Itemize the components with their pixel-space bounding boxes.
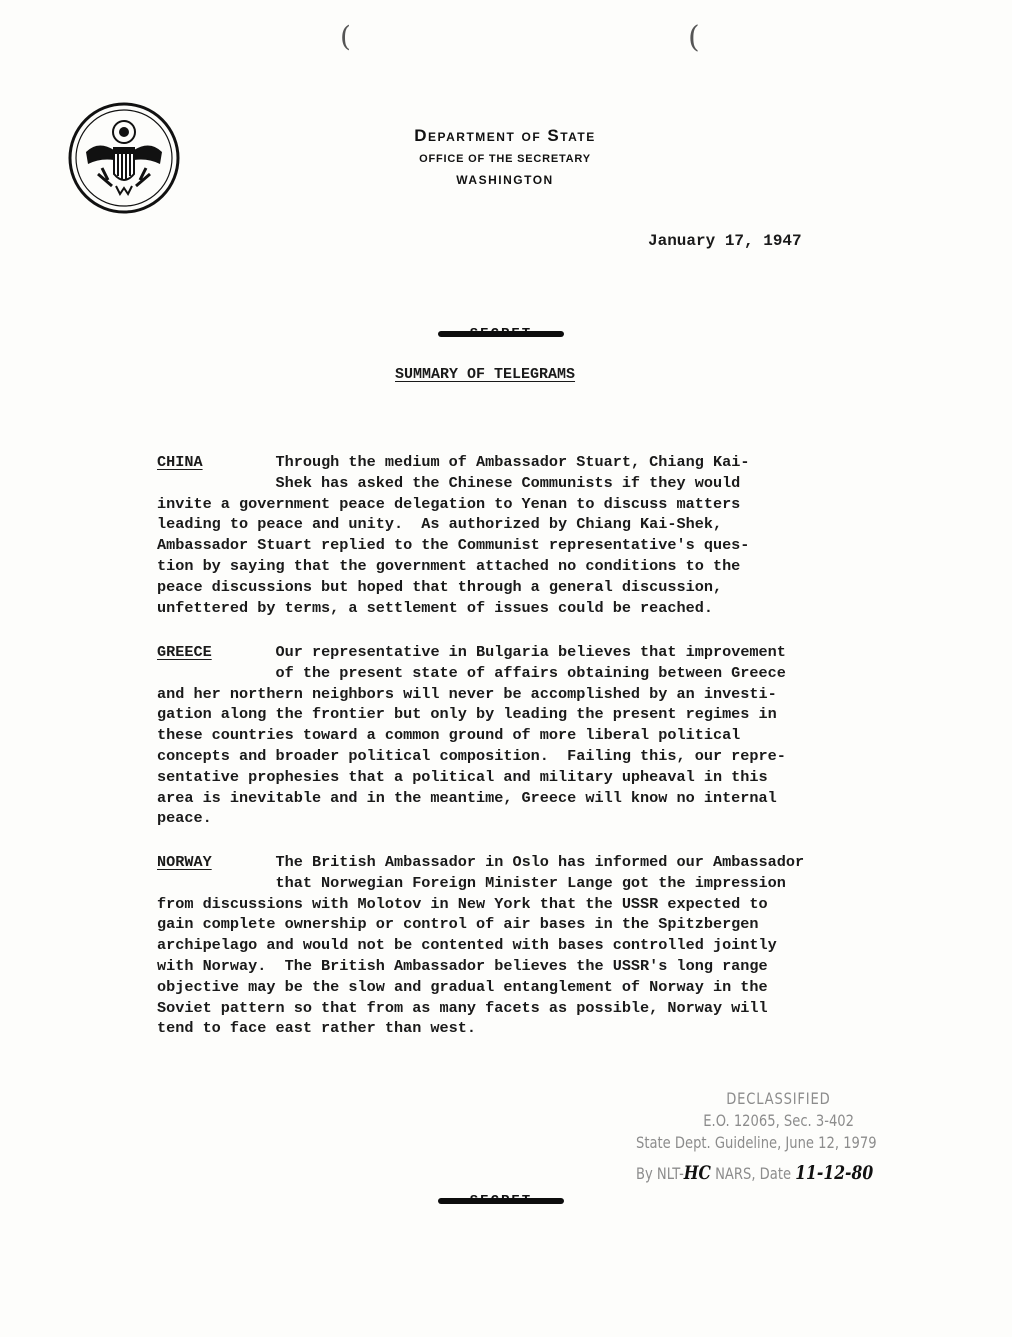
section-line: of the present state of affairs obtaining between Greece [275, 663, 786, 682]
section-line: that Norwegian Foreign Minister Lange got the impression [275, 873, 786, 892]
section-line: leading to peace and unity. As authorized by Chiang Kai-Shek, [157, 515, 723, 534]
section-line: sentative prophesies that a political and military upheaval in this [157, 767, 768, 786]
stamp-line: E.O. 12065, Sec. 3-402 [703, 1111, 854, 1130]
section-line: Ambassador Stuart replied to the Communist representative's ques- [157, 536, 750, 555]
section-line: gation along the frontier but only by leading the present regimes in [157, 705, 777, 724]
section-line: CHINA Through the medium of Ambassador Stuart, Chiang Kai- [157, 453, 750, 471]
declassification-stamp [636, 1088, 907, 1185]
section-line: area is inevitable and in the meantime, Greece will know no internal [157, 788, 777, 807]
stamp-line: DECLASSIFIED [726, 1089, 831, 1108]
section-line: archipelago and would not be contented with bases controlled jointly [157, 936, 777, 955]
handwritten-date: 11-12-80 [795, 1162, 874, 1184]
letterhead [320, 124, 690, 190]
section-china [157, 452, 877, 618]
section-line: tend to face east rather than west. [157, 1019, 476, 1038]
strikethrough-mark [438, 1198, 564, 1204]
handwritten-initials: HC [683, 1162, 711, 1184]
classification-top [438, 326, 564, 342]
letterhead-city: WASHINGTON [456, 173, 554, 187]
section-line: NORWAY The British Ambassador in Oslo has informed our Ambassador [157, 853, 805, 871]
section-line: and her northern neighbors will never be accomplished by an investi- [157, 684, 777, 703]
summary-title: SUMMARY OF TELEGRAMS [395, 366, 576, 383]
section-line: from discussions with Molotov in New York that the USSR expected to [157, 894, 768, 913]
section-line: with Norway. The British Ambassador believes the USSR's long range [157, 956, 768, 975]
section-line: Shek has asked the Chinese Communists if they would [275, 473, 741, 492]
letterhead-office: OFFICE OF THE SECRETARY [419, 153, 591, 165]
classification-bottom [438, 1193, 564, 1209]
section-heading: GREECE [157, 643, 212, 661]
section-greece [157, 642, 877, 829]
section-line: Soviet pattern so that from as many facets as possible, Norway will [157, 998, 768, 1017]
letterhead-department: Department of State [414, 126, 596, 145]
stamp-line: State Dept. Guideline, June 12, 1979 [636, 1133, 877, 1152]
section-line: unfettered by terms, a settlement of issues could be reached. [157, 598, 713, 617]
scan-artifact-mark: ( [688, 20, 700, 55]
section-line: objective may be the slow and gradual entanglement of Norway in the [157, 977, 768, 996]
section-line: these countries toward a common ground of more liberal political [157, 726, 741, 745]
document-date: January 17, 1947 [648, 232, 802, 250]
section-heading: CHINA [157, 453, 203, 471]
scan-artifact-mark: ( [340, 20, 351, 53]
stamp-line: By NLT-HC NARS, Date 11-12-80 [636, 1162, 874, 1184]
section-line: invite a government peace delegation to Yenan to discuss matters [157, 494, 741, 513]
section-line: tion by saying that the government attached no conditions to the [157, 556, 741, 575]
section-line: concepts and broader political composition. Failing this, our repre- [157, 746, 786, 765]
section-line: peace discussions but hoped that through a general discussion, [157, 577, 723, 596]
section-norway [157, 852, 877, 1039]
section-line: peace. [157, 809, 212, 828]
strikethrough-mark [438, 331, 564, 337]
section-line: gain complete ownership or control of air bases in the Spitzbergen [157, 915, 759, 934]
section-line: GREECE Our representative in Bulgaria believes that improvement [157, 643, 786, 661]
section-heading: NORWAY [157, 853, 212, 871]
great-seal-icon [68, 102, 180, 214]
